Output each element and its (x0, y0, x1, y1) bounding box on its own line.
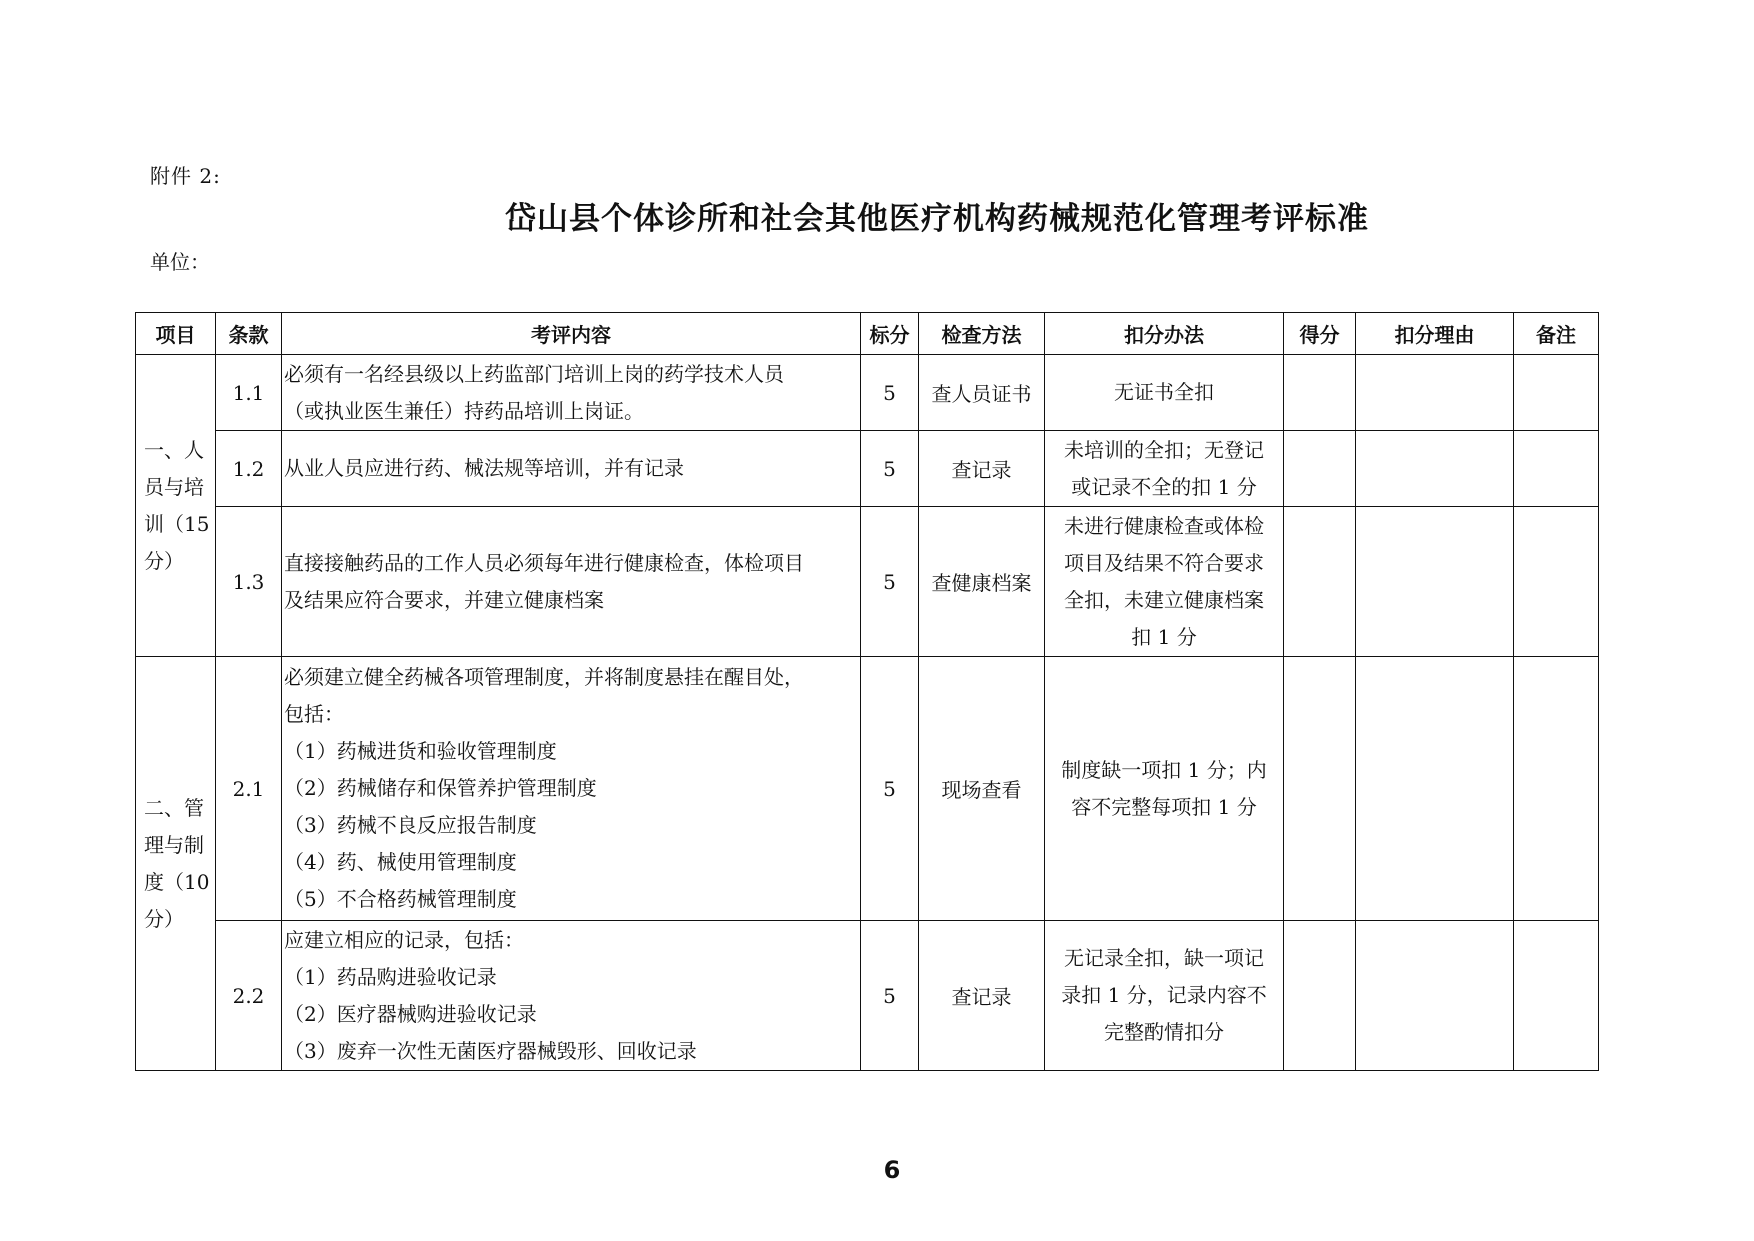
points-cell[interactable] (1284, 921, 1356, 1071)
evaluation-table (135, 312, 1599, 1071)
reason-cell[interactable] (1356, 507, 1514, 657)
clause-cell: 2.1 (216, 657, 282, 921)
points-cell[interactable] (1284, 431, 1356, 507)
content-cell: 直接接触药品的工作人员必须每年进行健康检查，体检项目 及结果应符合要求，并建立健康档案 (282, 507, 861, 657)
method-cell: 查记录 (919, 921, 1045, 1071)
note-cell[interactable] (1514, 921, 1599, 1071)
method-cell: 查人员证书 (919, 355, 1045, 431)
header-method: 检查方法 (919, 313, 1045, 355)
method-cell: 现场查看 (919, 657, 1045, 921)
table-row (136, 431, 1599, 507)
score-cell: 5 (861, 507, 919, 657)
note-cell[interactable] (1514, 657, 1599, 921)
deduction-cell: 未进行健康检查或体检 项目及结果不符合要求 全扣，未建立健康档案 扣 1 分 (1045, 507, 1284, 657)
header-score: 标分 (861, 313, 919, 355)
document-title: 岱山县个体诊所和社会其他医疗机构药械规范化管理考评标准 (505, 201, 1369, 237)
clause-cell: 1.3 (216, 507, 282, 657)
reason-cell[interactable] (1356, 355, 1514, 431)
table-row (136, 507, 1599, 657)
content-cell: 必须有一名经县级以上药监部门培训上岗的药学技术人员 （或执业医生兼任）持药品培训上岗证。 (282, 355, 861, 431)
table-row (136, 355, 1599, 431)
header-deduction: 扣分办法 (1045, 313, 1284, 355)
clause-cell: 1.2 (216, 431, 282, 507)
header-project: 项目 (136, 313, 216, 355)
header-clause: 条款 (216, 313, 282, 355)
unit-label: 单位： (150, 250, 210, 274)
deduction-cell: 未培训的全扣；无登记 或记录不全的扣 1 分 (1045, 431, 1284, 507)
attachment-label: 附件 2: (150, 164, 221, 188)
content-cell: 从业人员应进行药、械法规等培训，并有记录 (282, 431, 861, 507)
header-note: 备注 (1514, 313, 1599, 355)
note-cell[interactable] (1514, 355, 1599, 431)
header-content: 考评内容 (282, 313, 861, 355)
content-cell: 应建立相应的记录，包括： （1）药品购进验收记录 （2）医疗器械购进验收记录 （3）废弃一次性无菌医疗器械毁形、回收记录 (282, 921, 861, 1071)
page-number: 6 (883, 1156, 901, 1184)
project-cell: 一、人 员与培 训（15 分） (136, 355, 216, 657)
score-cell: 5 (861, 355, 919, 431)
note-cell[interactable] (1514, 507, 1599, 657)
deduction-cell: 制度缺一项扣 1 分；内 容不完整每项扣 1 分 (1045, 657, 1284, 921)
reason-cell[interactable] (1356, 921, 1514, 1071)
table-row (136, 657, 1599, 921)
method-cell: 查记录 (919, 431, 1045, 507)
table-header-row (136, 313, 1599, 355)
score-cell: 5 (861, 431, 919, 507)
clause-cell: 2.2 (216, 921, 282, 1071)
deduction-cell: 无记录全扣，缺一项记 录扣 1 分，记录内容不 完整酌情扣分 (1045, 921, 1284, 1071)
clause-cell: 1.1 (216, 355, 282, 431)
project-cell: 二、管 理与制 度（10 分） (136, 657, 216, 1071)
points-cell[interactable] (1284, 355, 1356, 431)
reason-cell[interactable] (1356, 431, 1514, 507)
points-cell[interactable] (1284, 657, 1356, 921)
header-reason: 扣分理由 (1356, 313, 1514, 355)
note-cell[interactable] (1514, 431, 1599, 507)
score-cell: 5 (861, 921, 919, 1071)
reason-cell[interactable] (1356, 657, 1514, 921)
header-points: 得分 (1284, 313, 1356, 355)
content-cell: 必须建立健全药械各项管理制度，并将制度悬挂在醒目处， 包括： （1）药械进货和验收管理制度 （2）药械储存和保管养护管理制度 （3）药械不良反应报告制度 （4）药、械使用管理制度 （5）不合格药械管理制度 (282, 657, 861, 921)
deduction-cell: 无证书全扣 (1045, 355, 1284, 431)
method-cell: 查健康档案 (919, 507, 1045, 657)
table-row (136, 921, 1599, 1071)
points-cell[interactable] (1284, 507, 1356, 657)
score-cell: 5 (861, 657, 919, 921)
